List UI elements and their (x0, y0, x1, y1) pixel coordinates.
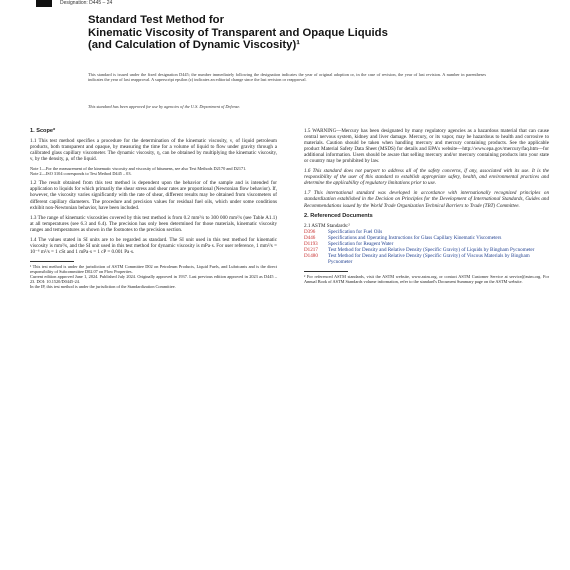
note-1: Note 1—For the measurement of the kinematic viscosity and viscosity of bitumens, see also Test Methods D2170 and D2171. (30, 166, 247, 172)
footnote-2: ² For referenced ASTM standards, visit the ASTM website, www.astm.org, or contact ASTM Customer Service at service@astm.org. For Annual Book of ASTM Standards volume information, refer to the standard's Document Summary page on the ASTM website. (304, 273, 549, 284)
note-2: Note 2—ISO 3104 corresponds to Test Method D445 – 03. (30, 171, 132, 177)
left-column (30, 128, 277, 289)
footnote-rule (304, 271, 348, 272)
reference-list (304, 229, 549, 265)
reference-title[interactable]: Specification for Fuel Oils (328, 228, 383, 235)
astm-standards-subheading: 2.1 ASTM Standards:² (304, 222, 350, 229)
title-line-3: (and Calculation of Dynamic Viscosity)¹ (88, 39, 300, 52)
referenced-documents-heading: 2. Referenced Documents (304, 212, 373, 219)
document-title (88, 14, 508, 52)
issuance-statement: This standard is issued under the fixed designation D445; the number immediately following the designation indicates the year of original adoption or, in the case of revision, the year of last revision. A number in parentheses indicates the year of last reapproval. A superscript epsilon (ε) indicates an editorial change since the last revision or reapproval. (88, 72, 486, 83)
paragraph-1-7: 1.7 This international standard was developed in accordance with internationally recognized principles on standardization established in the Decision on Principles for the Development of International Standards, Guides and Recommendations issued by the World Trade Organization Technical Barriers to Trade (TBT) Committee. (304, 190, 549, 209)
paragraph-1-3: 1.3 The range of kinematic viscosities covered by this test method is from 0.2 mm²/s to 300 000 mm²/s (see Table A1.1) at all temperatures (see 6.3 and 6.4). The precision has only been determined for those materials, kinematic viscosity ranges and temperatures as shown in the footnotes to the precision section. (30, 214, 277, 233)
footnote-ip: In the IP, this test method is under the jurisdiction of the Standardization Committee. (30, 284, 176, 290)
footnote-rule (30, 261, 74, 262)
reference-item[interactable] (304, 253, 549, 265)
footnote-1: ¹ This test method is under the jurisdiction of ASTM Committee D02 on Petroleum Products, Liquid Fuels, and Lubricants and is the direct responsibility of Subcommittee D02.07 on Flow Properties. (30, 263, 277, 274)
reference-code[interactable]: D396 (304, 228, 316, 235)
designation-line: Designation: D445 – 24 (60, 0, 113, 6)
reference-code[interactable]: D1480 (304, 252, 318, 259)
astm-logo (36, 0, 52, 7)
dod-statement: This standard has been approved for use by agencies of the U.S. Department of Defense. (88, 104, 241, 109)
reference-code[interactable]: D446 (304, 234, 316, 241)
reference-code[interactable]: D1217 (304, 246, 318, 253)
paragraph-1-1: 1.1 This test method specifies a procedure for the determination of the kinematic viscosity, ν, of liquid petroleum products, both transparent and opaque, by measuring the time for a volume of liquid to flow under gravity through a calibrated glass capillary viscometer. The dynamic viscosity, η, can be obtained by multiplying the kinematic viscosity, ν, by the density, ρ, of the liquid. (30, 138, 277, 163)
scope-heading: 1. Scope* (30, 128, 56, 134)
footnote-1-edition: Current edition approved June 1, 2024. Published July 2024. Originally approved in 1937. Last previous edition approved in 2023 as D445 – 23. DOI: 10.1520/D0445-24. (30, 274, 277, 285)
right-column (304, 128, 549, 284)
reference-title[interactable]: Specification for Reagent Water (328, 240, 394, 247)
paragraph-1-2: 1.2 The result obtained from this test method is dependent upon the behavior of the sample and is intended for application to liquids for which primarily the shear stress and shear rates are proportional (Newtonian flow behavior). If, however, the viscosity varies significantly with the rate of shear, different results may be obtained from viscometers of different capillary diameters. The procedure and precision values for residual fuel oils, which under some conditions exhibit non-Newtonian behavior, have been included. (30, 180, 277, 211)
title-line-1: Standard Test Method for (88, 14, 224, 26)
reference-title[interactable]: Specifications and Operating Instructions for Glass Capillary Kinematic Viscometers (328, 234, 502, 241)
reference-title[interactable]: Test Method for Density and Relative Density (Specific Gravity) of Viscous Materials by Bingham Pycnometer (328, 252, 530, 265)
paragraph-1-6: 1.6 This standard does not purport to address all of the safety concerns, if any, associated with its use. It is the responsibility of the user of this standard to establish appropriate safety, health, and environmental practices and determine the applicability of regulatory limitations prior to use. (304, 168, 549, 187)
reference-title[interactable]: Test Method for Density and Relative Density (Specific Gravity) of Liquids by Bingham Pycnometer (328, 246, 535, 253)
paragraph-1-4: 1.4 The values stated in SI units are to be regarded as standard. The SI unit used in this test method for kinematic viscosity is mm²/s, and the SI unit used in this test method for dynamic viscosity is mPa·s. For user reference, 1 mm²/s = 10⁻⁶ m²/s = 1 cSt and 1 mPa·s = 1 cP = 0.001 Pa·s. (30, 236, 277, 255)
paragraph-1-5: 1.5 WARNING—Mercury has been designated by many regulatory agencies as a hazardous material that can cause central nervous system, kidney and liver damage. Mercury, or its vapor, may be hazardous to health and corrosive to materials. Caution should be taken when handling mercury and mercury containing products. See the applicable product Material Safety Data Sheet (MSDS) for details and EPA's website—http://www.epa.gov/mercury/faq.htm—for additional information. Users should be aware that selling mercury and/or mercury containing products into your state or country may be prohibited by law. (304, 128, 549, 165)
title-line-2: Kinematic Viscosity of Transparent and Opaque Liquids (88, 26, 388, 39)
reference-code[interactable]: D1193 (304, 240, 318, 247)
